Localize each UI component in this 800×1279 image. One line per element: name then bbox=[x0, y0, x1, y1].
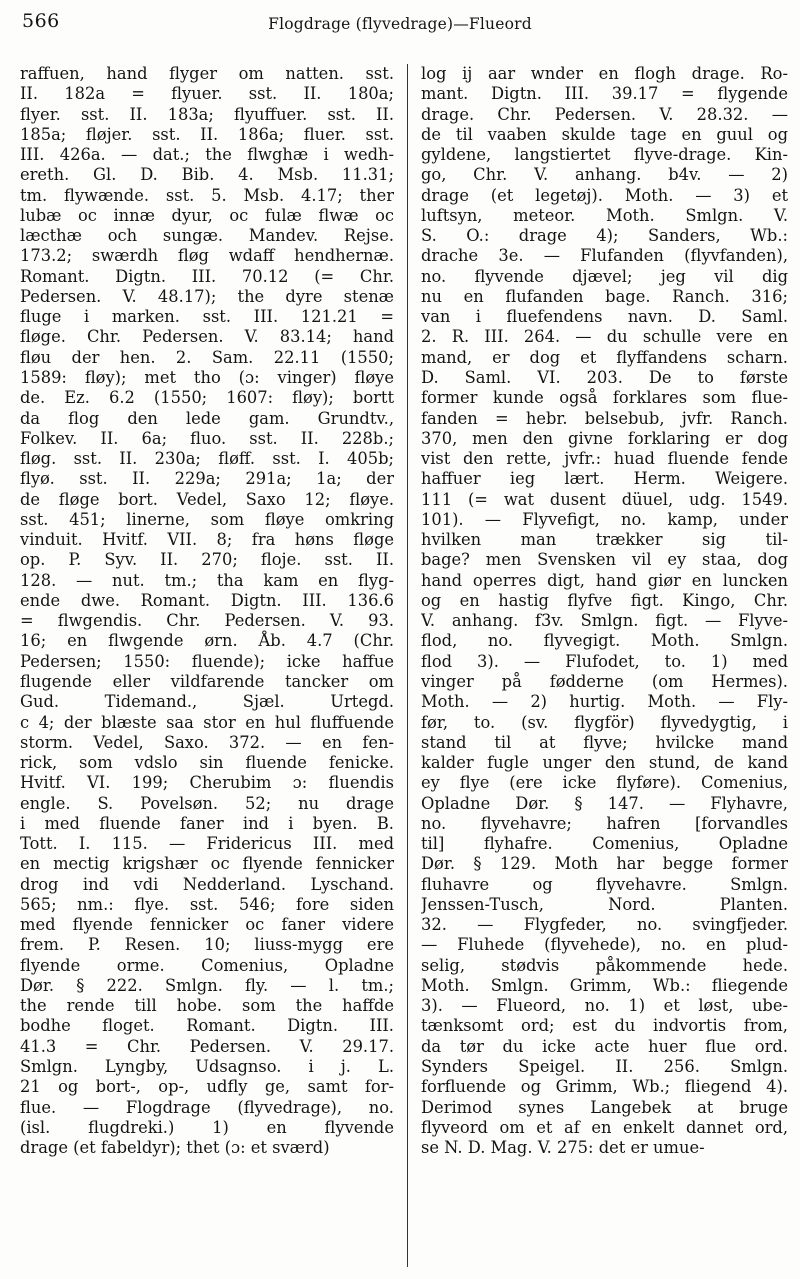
text-line: S. O.: drage 4); Sanders, Wb.: bbox=[421, 226, 788, 246]
page-header bbox=[0, 0, 800, 44]
text-line: Tott. I. 115. — Fridericus III. med bbox=[20, 834, 394, 854]
text-line: selig, stødvis påkommende hede. bbox=[421, 955, 788, 975]
text-line: kalder fugle unger den stund, de kand bbox=[421, 753, 788, 773]
text-line: vinger på fødderne (om Hermes). bbox=[421, 671, 788, 691]
text-line: flyveord om et af en enkelt dannet ord, bbox=[421, 1117, 788, 1137]
text-line: Synders Speigel. II. 256. Smlgn. bbox=[421, 1057, 788, 1077]
text-line: 128. — nut. tm.; tha kam en flyg- bbox=[20, 570, 394, 590]
text-line: fluhavre og flyvehavre. Smlgn. bbox=[421, 874, 788, 894]
text-line: frem. P. Resen. 10; liuss-mygg ere bbox=[20, 935, 394, 955]
text-line: gyldene, langstiertet flyve-drage. Kin- bbox=[421, 145, 788, 165]
text-line: forfluende og Grimm, Wb.; fliegend 4). bbox=[421, 1077, 788, 1097]
text-line: 16; en flwgende ørn. Åb. 4.7 (Chr. bbox=[20, 631, 394, 651]
text-line: Romant. Digtn. III. 70.12 (= Chr. bbox=[20, 266, 394, 286]
text-line: Pedersen; 1550: fluende); icke haffue bbox=[20, 651, 394, 671]
text-line: fløge. Chr. Pedersen. V. 83.14; hand bbox=[20, 327, 394, 347]
text-line: rick, som vdslo sin fluende fenicke. bbox=[20, 753, 394, 773]
text-line: Jenssen-Tusch, Nord. Planten. bbox=[421, 894, 788, 914]
text-line: fanden = hebr. belsebub, jvfr. Ranch. bbox=[421, 408, 788, 428]
text-line: flue. — Flogdrage (flyvedrage), no. bbox=[20, 1097, 394, 1117]
text-line: fløu der hen. 2. Sam. 22.11 (1550; bbox=[20, 347, 394, 367]
text-line: van i fluefendens navn. D. Saml. bbox=[421, 307, 788, 327]
text-line: Pedersen. V. 48.17); the dyre stenæ bbox=[20, 286, 394, 306]
text-line: engle. S. Povelsøn. 52; nu drage bbox=[20, 793, 394, 813]
text-line: nu en flufanden bage. Ranch. 316; bbox=[421, 286, 788, 306]
text-line: tænksomt ord; est du indvortis from, bbox=[421, 1016, 788, 1036]
text-line: de til vaaben skulde tage en guul og bbox=[421, 124, 788, 144]
text-line: flod 3). — Flufodet, to. 1) med bbox=[421, 651, 788, 671]
text-line: 1589: fløy); met tho (ɔ: vinger) fløye bbox=[20, 367, 394, 387]
text-line: no. flyvehavre; hafren [forvandles bbox=[421, 813, 788, 833]
text-line: 565; nm.: flye. sst. 546; fore siden bbox=[20, 894, 394, 914]
text-line: fløg. sst. II. 230a; fløff. sst. I. 405b; bbox=[20, 449, 394, 469]
text-line: flyende orme. Comenius, Opladne bbox=[20, 955, 394, 975]
text-line: drage (et legetøj). Moth. — 3) et bbox=[421, 185, 788, 205]
text-line: Folkev. II. 6a; fluo. sst. II. 228b.; bbox=[20, 428, 394, 448]
text-line: de fløge bort. Vedel, Saxo 12; fløye. bbox=[20, 489, 394, 509]
text-line: Dør. § 129. Moth har begge former bbox=[421, 854, 788, 874]
text-line: ende dwe. Romant. Digtn. III. 136.6 bbox=[20, 590, 394, 610]
text-line: 3). — Flueord, no. 1) et løst, ube- bbox=[421, 996, 788, 1016]
text-line: drage (et fabeldyr); thet (ɔ: et sværd) bbox=[20, 1138, 330, 1158]
text-line: storm. Vedel, Saxo. 372. — en fen- bbox=[20, 732, 394, 752]
text-line: en mectig krigshær oc flyende fennicker bbox=[20, 854, 394, 874]
left-column bbox=[20, 64, 394, 1269]
text-line: med flyende fennicker oc faner videre bbox=[20, 915, 394, 935]
text-line: drage. Chr. Pedersen. V. 28.32. — bbox=[421, 104, 788, 124]
text-line: (isl. flugdreki.) 1) en flyvende bbox=[20, 1117, 394, 1137]
text-line: haffuer ieg lært. Herm. Weigere. bbox=[421, 469, 788, 489]
text-line: 101). — Flyvefigt, no. kamp, under bbox=[421, 509, 788, 529]
text-line: og en hastig flyfve figt. Kingo, Chr. bbox=[421, 590, 788, 610]
text-line: da tør du icke acte huer flue ord. bbox=[421, 1036, 788, 1056]
text-line: — Fluhede (flyvehede), no. en plud- bbox=[421, 935, 788, 955]
text-line: hand operres digt, hand giør en luncken bbox=[421, 570, 788, 590]
text-line: 2. R. III. 264. — du schulle vere en bbox=[421, 327, 788, 347]
text-line: D. Saml. VI. 203. De to første bbox=[421, 367, 788, 387]
text-line: se N. D. Mag. V. 275: det er umue- bbox=[421, 1138, 705, 1158]
text-line: bage? men Svensken vil ey staa, dog bbox=[421, 550, 788, 570]
text-line: vinduit. Hvitf. VII. 8; fra høns fløge bbox=[20, 530, 394, 550]
text-line: the rende till hobe. som the haffde bbox=[20, 996, 394, 1016]
text-line: drache 3e. — Flufanden (flyvfanden), bbox=[421, 246, 788, 266]
text-line: II. 182a = flyuer. sst. II. 180a; bbox=[20, 84, 394, 104]
text-line: no. flyvende djævel; jeg vil dig bbox=[421, 266, 788, 286]
text-line: ey flye (ere icke flyføre). Comenius, bbox=[421, 773, 788, 793]
text-line: 173.2; swærdh fløg wdaff hendhernæ. bbox=[20, 246, 394, 266]
text-line: Opladne Dør. § 147. — Flyhavre, bbox=[421, 793, 788, 813]
text-line: Moth. Smlgn. Grimm, Wb.: fliegende bbox=[421, 975, 788, 995]
text-line: til] flyhafre. Comenius, Opladne bbox=[421, 834, 788, 854]
text-line: log ij aar wnder en flogh drage. Ro- bbox=[421, 64, 788, 83]
text-line: mand, er dog et flyffandens scharn. bbox=[421, 347, 788, 367]
text-line: fluge i marken. sst. III. 121.21 = bbox=[20, 307, 394, 327]
text-line: mant. Digtn. III. 39.17 = flygende bbox=[421, 84, 788, 104]
text-line: op. P. Syv. II. 270; floje. sst. II. bbox=[20, 550, 394, 570]
text-line: flyer. sst. II. 183a; flyuffuer. sst. II. bbox=[20, 104, 394, 124]
text-line: flugende eller vildfarende tancker om bbox=[20, 671, 394, 691]
text-line: V. anhang. f3v. Smlgn. figt. — Flyve- bbox=[421, 611, 788, 631]
text-line: former kunde også forklares som flue- bbox=[421, 388, 788, 408]
text-line: sst. 451; linerne, som fløye omkring bbox=[20, 509, 394, 529]
text-line: 41.3 = Chr. Pedersen. V. 29.17. bbox=[20, 1036, 394, 1056]
text-line: 111 (= wat dusent düuel, udg. 1549. bbox=[421, 489, 788, 509]
text-line: = flwgendis. Chr. Pedersen. V. 93. bbox=[20, 611, 394, 631]
text-line: drog ind vdi Nedderland. Lyschand. bbox=[20, 874, 394, 894]
text-line: Smlgn. Lyngby, Udsagnso. i j. L. bbox=[20, 1057, 394, 1077]
text-line: da flog den lede gam. Grundtv., bbox=[20, 408, 394, 428]
text-line: Dør. § 222. Smlgn. fly. — l. tm.; bbox=[20, 975, 394, 995]
text-line: læcthæ och sungæ. Mandev. Rejse. bbox=[20, 226, 394, 246]
text-line: 185a; fløjer. sst. II. 186a; fluer. sst. bbox=[20, 124, 394, 144]
page-number: 566 bbox=[22, 10, 60, 32]
column-divider bbox=[407, 64, 408, 1267]
text-line: lubæ oc innæ dyur, oc fulæ flwæ oc bbox=[20, 205, 394, 225]
text-line: stand til at flyve; hvilcke mand bbox=[421, 732, 788, 752]
text-line: vist den rette, jvfr.: huad fluende fende bbox=[421, 449, 788, 469]
text-line: tm. flywænde. sst. 5. Msb. 4.17; ther bbox=[20, 185, 394, 205]
text-line: hvilken man trækker sig til- bbox=[421, 530, 788, 550]
text-line: Hvitf. VI. 199; Cherubim ɔ: fluendis bbox=[20, 773, 394, 793]
text-line: de. Ez. 6.2 (1550; 1607: fløy); bortt bbox=[20, 388, 394, 408]
text-line: Derimod synes Langebek at bruge bbox=[421, 1097, 788, 1117]
text-line: bodhe floget. Romant. Digtn. III. bbox=[20, 1016, 394, 1036]
text-line: flyø. sst. II. 229a; 291a; 1a; der bbox=[20, 469, 394, 489]
text-line: 32. — Flygfeder, no. svingfjeder. bbox=[421, 915, 788, 935]
text-line: Moth. — 2) hurtig. Moth. — Fly- bbox=[421, 692, 788, 712]
text-line: c 4; der blæste saa stor en hul fluffuende bbox=[20, 712, 394, 732]
text-line: raffuen, hand flyger om natten. sst. bbox=[20, 64, 394, 83]
right-column bbox=[421, 64, 788, 1269]
text-line: før, to. (sv. flygför) flyvedygtig, i bbox=[421, 712, 788, 732]
text-line: 21 og bort-, op-, udfly ge, samt for- bbox=[20, 1077, 394, 1097]
text-line: go, Chr. V. anhang. b4v. — 2) bbox=[421, 165, 788, 185]
text-line: 370, men den givne forklaring er dog bbox=[421, 428, 788, 448]
text-line: ereth. Gl. D. Bib. 4. Msb. 11.31; bbox=[20, 165, 394, 185]
text-line: flod, no. flyvegigt. Moth. Smlgn. bbox=[421, 631, 788, 651]
running-head: Flogdrage (flyvedrage)—Flueord bbox=[268, 15, 532, 33]
text-line: i med fluende faner ind i byen. B. bbox=[20, 813, 394, 833]
text-line: Gud. Tidemand., Sjæl. Urtegd. bbox=[20, 692, 394, 712]
text-line: luftsyn, meteor. Moth. Smlgn. V. bbox=[421, 205, 788, 225]
text-line: III. 426a. — dat.; the flwghæ i wedh- bbox=[20, 145, 394, 165]
